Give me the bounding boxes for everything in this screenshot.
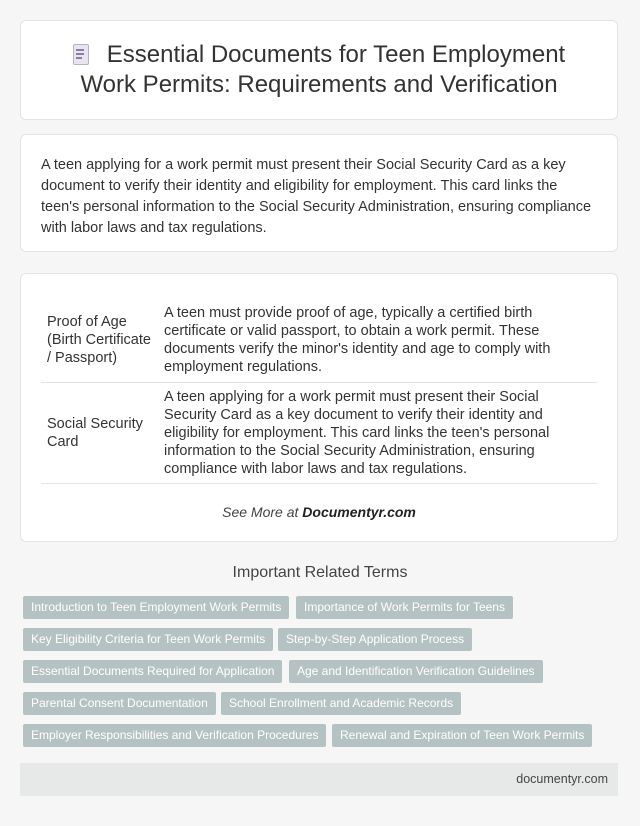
row-description: A teen applying for a work permit must present their Social Security Card as a key document to verify their identity and eligibility for employment. This card links the teen's personal information to the Social Security Administration, ensuring compliance with labor laws and tax regulations.: [158, 383, 597, 484]
related-term-tag[interactable]: Key Eligibility Criteria for Teen Work Permits: [23, 628, 273, 651]
title-card: [20, 20, 618, 120]
related-term-tag[interactable]: Essential Documents Required for Application: [23, 660, 282, 683]
related-term-tag[interactable]: Renewal and Expiration of Teen Work Permits: [332, 724, 592, 747]
row-description: A teen must provide proof of age, typically a certified birth certificate or valid passport, to obtain a work permit. These documents verify the minor's identity and age to comply with employment regulations.: [158, 298, 597, 383]
see-more-link[interactable]: See More at Documentyr.com: [222, 504, 416, 520]
documents-table: [41, 298, 597, 484]
footer-site-link[interactable]: documentyr.com: [516, 772, 608, 786]
related-term-tag[interactable]: Step-by-Step Application Process: [278, 628, 472, 651]
footer: [20, 763, 618, 796]
related-term-tag[interactable]: School Enrollment and Academic Records: [221, 692, 461, 715]
related-term-tag[interactable]: Age and Identification Verification Guidelines: [289, 660, 543, 683]
intro-text: A teen applying for a work permit must present their Social Security Card as a key document to verify their identity and eligibility for employment. This card links the teen's personal information to the Social Security Administration, ensuring compliance with labor laws and tax regulations.: [41, 157, 592, 236]
related-term-tag[interactable]: Employer Responsibilities and Verification Procedures: [23, 724, 326, 747]
page-title: Essential Documents for Teen Employment Work Permits: Requirements and Verification: [21, 40, 617, 100]
documents-table-card: [20, 273, 618, 542]
table-row: [41, 298, 597, 383]
intro-card: [20, 134, 618, 252]
related-terms-heading: Important Related Terms: [232, 564, 408, 581]
row-term: Social Security Card: [41, 383, 158, 484]
row-term: Proof of Age (Birth Certificate / Passport): [41, 298, 158, 383]
related-term-tag[interactable]: Importance of Work Permits for Teens: [296, 596, 513, 619]
related-term-tag[interactable]: Introduction to Teen Employment Work Permits: [23, 596, 289, 619]
related-term-tag[interactable]: Parental Consent Documentation: [23, 692, 216, 715]
document-icon: [73, 44, 89, 64]
table-row: [41, 383, 597, 484]
